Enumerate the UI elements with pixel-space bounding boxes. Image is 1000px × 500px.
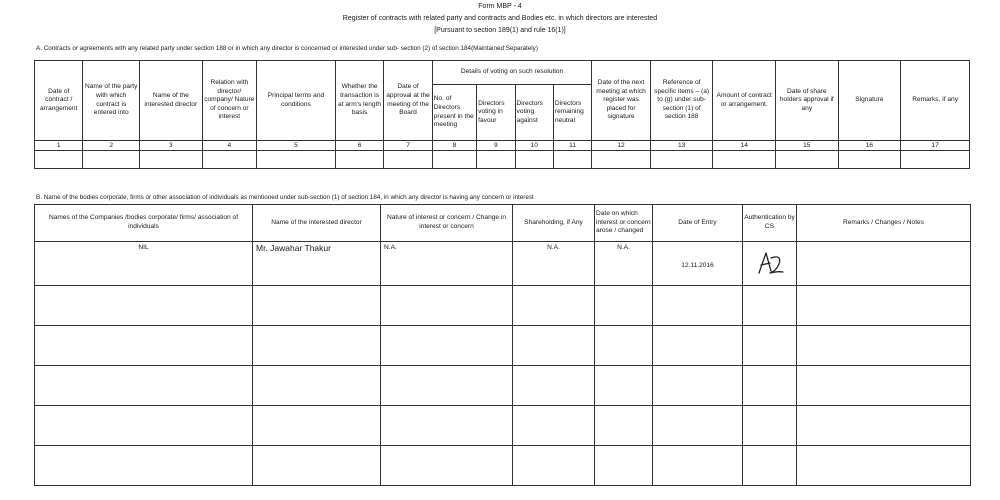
table-row (35, 151, 970, 169)
col-shareholding: Shareholding, if Any (513, 205, 595, 242)
col-number: 13 (650, 141, 713, 151)
col-date-of-contract: Date of contract / arrangement (35, 61, 83, 141)
col-voting-group: Details of voting on such resolution (432, 61, 592, 85)
table-row (35, 286, 971, 326)
col-number: 8 (432, 141, 476, 151)
col-voting-favour: Directors voting in favour (477, 85, 515, 141)
cell-director: Mr. Jawahar Thakur (253, 242, 381, 286)
col-signature: Signature (838, 61, 901, 141)
section-b-table (34, 204, 971, 486)
cell-authentication (743, 242, 797, 286)
column-number-row (35, 141, 970, 151)
col-remaining-neutral: Directors remaining neutral (553, 85, 591, 141)
cell-nature: N.A. (381, 242, 513, 286)
col-number: 4 (202, 141, 257, 151)
col-number: 1 (35, 141, 83, 151)
col-number: 10 (515, 141, 553, 151)
col-interested-director: Name of the interested director (139, 61, 202, 141)
col-next-meeting-date: Date of the next meeting at which register was placed for signature (592, 61, 651, 141)
col-shareholder-approval: Date of share holders approval if any (776, 61, 839, 141)
col-reference-items: Reference of specific items – (a) to (g) under sub-section (1) of section 188 (650, 61, 713, 141)
col-number: 5 (257, 141, 336, 151)
col-approval-date: Date of approval at the meeting of the Board (384, 61, 432, 141)
signature-icon (755, 249, 785, 277)
col-voting-against: Directors voting against (515, 85, 553, 141)
col-principal-terms: Principal terms and conditions (257, 61, 336, 141)
col-directors-present: No. of Directors present in the meeting (432, 85, 476, 141)
col-date-of-entry: Date of Entry (653, 205, 743, 242)
cell-date-entry: 12.11.2016 (653, 242, 743, 286)
form-title: Register of contracts with related party and contracts and Bodies etc. in which directors are interested (342, 15, 658, 22)
col-companies: Names of the Companies /bodies corporate/ firms/ association of individuals (35, 205, 253, 242)
col-number: 12 (592, 141, 651, 151)
cell-company: NIL (35, 242, 253, 286)
col-number: 11 (553, 141, 591, 151)
table-row (35, 406, 971, 446)
col-number: 14 (713, 141, 776, 151)
col-relation: Relation with director/ company/ Nature of concern or interest (202, 61, 257, 141)
cell-date-arose: N.A. (595, 242, 653, 286)
col-number: 15 (776, 141, 839, 151)
form-pursuant: [Pursuant to section 189(1) and rule 16(1)] (434, 27, 566, 34)
col-number: 17 (901, 141, 970, 151)
section-a-table (34, 60, 970, 169)
col-authentication: Authentication by CS (743, 205, 797, 242)
col-number: 3 (139, 141, 202, 151)
col-remarks: Remarks, if any (901, 61, 970, 141)
table-row (35, 326, 971, 366)
form-number: Form MBP - 4 (478, 3, 522, 10)
col-arms-length: Whether the transaction is at arm's length basis (335, 61, 383, 141)
cell-shareholding: N.A. (513, 242, 595, 286)
col-amount: Amount of contract or arrangement. (713, 61, 776, 141)
cell-remarks (797, 242, 971, 286)
col-date-arose: Date on which interest or concern arose / changed (595, 205, 653, 242)
table-row (35, 446, 971, 486)
col-number: 7 (384, 141, 432, 151)
col-number: 16 (838, 141, 901, 151)
section-b-title: B. Name of the bodies corporate, firms or other association of individuals as mentioned under sub-section (1) of section 184, in which any director is having any concern or interest (36, 194, 534, 201)
table-row (35, 366, 971, 406)
col-number: 2 (83, 141, 140, 151)
section-a-title: A. Contracts or agreements with any related party under section 188 or in which any director is concerned or interested under sub- section (2) of section 184(Maintained Separately) (36, 45, 538, 52)
table-row (35, 242, 971, 286)
col-number: 9 (477, 141, 515, 151)
col-director-name: Name of the interested director (253, 205, 381, 242)
col-remarks-notes: Remarks / Changes / Notes (797, 205, 971, 242)
col-nature-of-interest: Nature of interest or concern / Change in interest or concern (381, 205, 513, 242)
col-party-name: Name of the party with which contract is entered into (83, 61, 140, 141)
col-number: 6 (335, 141, 383, 151)
